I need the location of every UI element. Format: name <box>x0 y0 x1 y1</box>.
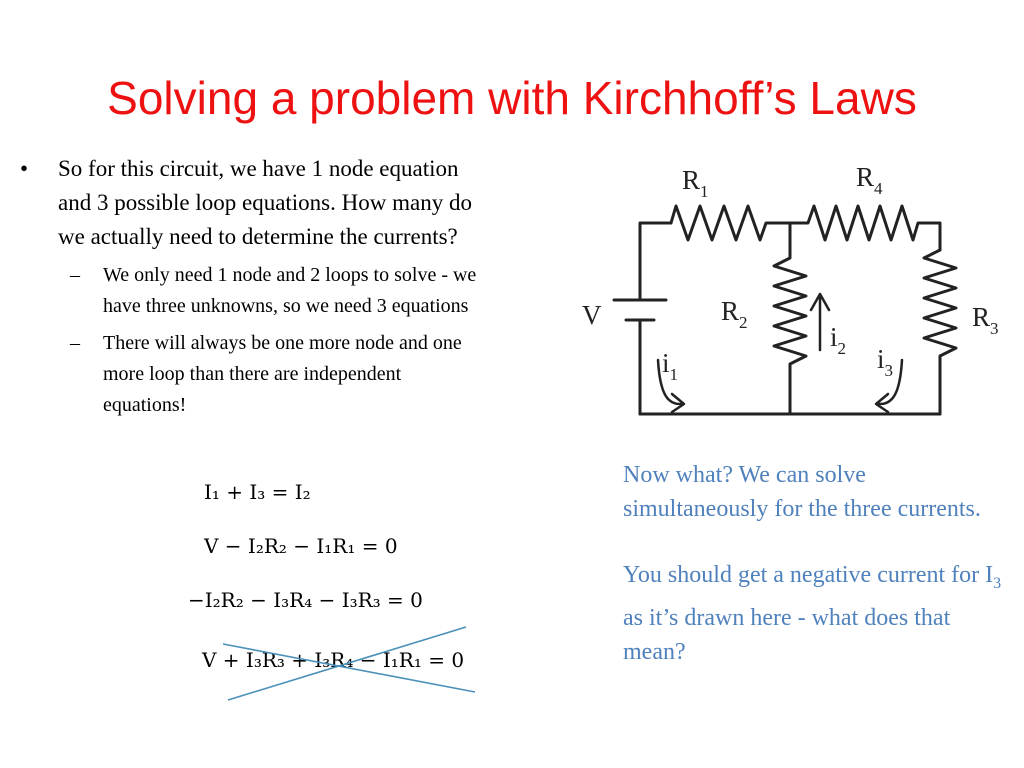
sub-bullet-line: We only need 1 node and 2 loops to solve - we <box>103 264 477 286</box>
i2-arrow <box>811 294 829 350</box>
resistor-r1 <box>671 206 790 240</box>
sub-bullet-line: equations! <box>103 394 187 416</box>
resistor-r3 <box>924 250 956 414</box>
label-r1: $R_1$ <box>682 165 709 201</box>
side-notes <box>623 458 1003 669</box>
sub-bullet-1 <box>18 260 570 322</box>
sub-bullet-marker: – <box>70 264 80 286</box>
sub-bullet-line: have three unknowns, so we need 3 equations <box>103 295 469 317</box>
node-equation: I₁ + I₃ = I₂ <box>204 480 311 504</box>
sub-bullet-line: There will always be one more node and one <box>103 332 462 354</box>
resistor-r2 <box>774 223 806 414</box>
label-v: V <box>582 300 602 330</box>
sub-bullet-2 <box>18 328 570 421</box>
bullet-marker: • <box>20 156 29 181</box>
wire-left-upper <box>640 223 671 300</box>
label-i3: $i_3$ <box>877 344 894 380</box>
label-r2: $R_2$ <box>721 296 748 332</box>
loop-equation-1: V − I₂R₂ − I₁R₁ = 0 <box>204 534 398 558</box>
label-i2: $i_2$ <box>830 322 847 358</box>
resistor-r4 <box>790 206 940 250</box>
bullet-main <box>18 152 570 254</box>
note-solve: Now what? We can solve simultaneously for the three currents. <box>623 462 981 522</box>
label-i1: $i_1$ <box>662 348 679 384</box>
label-r3: $R_3$ <box>972 302 999 338</box>
slide-title: Solving a problem with Kirchhoff’s Laws <box>107 72 917 124</box>
equations-block <box>180 470 530 710</box>
loop-equation-3-crossed: V + I₃R₃ + I₃R₄ − I₁R₁ = 0 <box>202 648 465 672</box>
sub-bullet-line: more loop than there are independent <box>103 363 402 385</box>
bullet-line: and 3 possible loop equations. How many do <box>58 190 472 215</box>
label-r4: $R_4$ <box>856 162 883 198</box>
cross-out-mark <box>180 470 530 710</box>
loop-equation-2: −I₂R₂ − I₃R₄ − I₃R₃ = 0 <box>188 588 423 612</box>
circuit-diagram <box>578 150 1018 430</box>
sub-bullet-marker: – <box>70 332 80 354</box>
bullet-line: we actually need to determine the currents? <box>58 224 458 249</box>
bullet-list <box>18 152 570 421</box>
note-negative-current: You should get a negative current for $I_3$ as it’s drawn here - what does that mean? <box>623 562 1002 665</box>
bullet-line: So for this circuit, we have 1 node equation <box>58 156 459 181</box>
